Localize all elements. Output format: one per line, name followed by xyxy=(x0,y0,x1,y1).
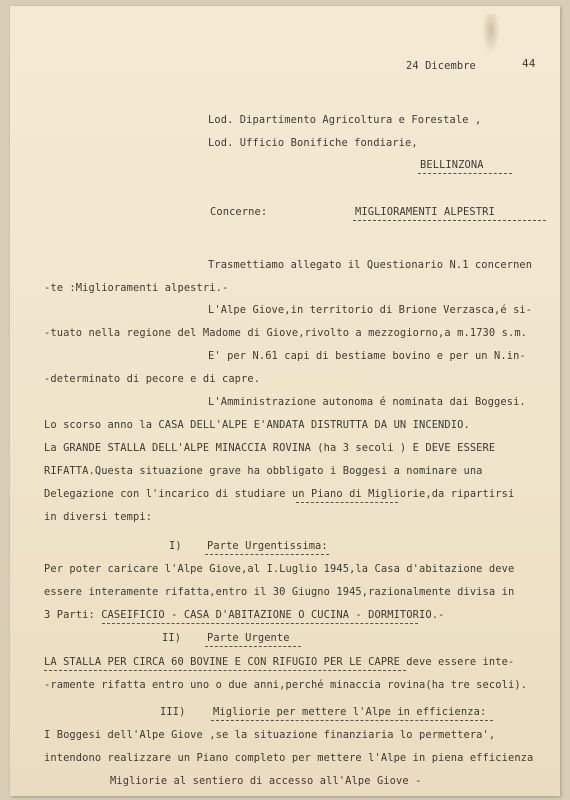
body-line: -determinato di pecore e di capre. xyxy=(44,373,261,385)
body-line: La GRANDE STALLA DELL'ALPE MINACCIA ROVINA (ha 3 secoli ) E DEVE ESSERE xyxy=(44,442,496,454)
part1-title: Parte Urgentissima: xyxy=(207,540,328,552)
page-number: 44 xyxy=(522,57,536,70)
body-line: L'Alpe Giove,in territorio di Brione Verzasca,é si- xyxy=(208,304,533,316)
body-line: E' per N.61 capi di bestiame bovino e per un N.in- xyxy=(208,350,526,362)
recipient-city: BELLINZONA xyxy=(420,159,484,171)
body-line: RIFATTA.Questa situazione grave ha obbligato i Boggesi a nominare una xyxy=(44,465,483,477)
part1-line: 3 Parti: CASEIFICIO - CASA D'ABITAZIONE O CUCINA - DORMITORIO.- xyxy=(44,609,445,621)
piano-underline xyxy=(296,502,398,503)
part3-number: III) xyxy=(160,706,186,718)
part1-sections-underline xyxy=(102,623,418,624)
part3-title-underline xyxy=(211,720,493,721)
part3-line: intendono realizzare un Piano completo per mettere l'Alpe in piena efficienza xyxy=(44,752,534,764)
body-line: L'Amministrazione autonoma é nominata dai Boggesi. xyxy=(208,396,526,408)
letter-page xyxy=(10,6,560,796)
part2-stalla-underline xyxy=(44,670,406,671)
part2-line: LA STALLA PER CIRCA 60 BOVINE E CON RIFUGIO PER LE CAPRE deve essere inte- xyxy=(44,656,515,668)
part1-number: I) xyxy=(169,540,182,552)
subject-label: Concerne: xyxy=(210,206,268,218)
part3-line: I Boggesi dell'Alpe Giove ,se la situazione finanziaria lo permettera', xyxy=(44,729,496,741)
subject-value: MIGLIORAMENTI ALPESTRI xyxy=(355,206,495,218)
paper-stain xyxy=(482,14,500,54)
part3-title: Migliorie per mettere l'Alpe in efficienza: xyxy=(213,706,487,718)
part1-title-underline xyxy=(205,554,329,555)
body-line: Delegazione con l'incarico di studiare un Piano di Migliorie,da ripartirsi xyxy=(44,488,515,500)
part2-line: -ramente rifatta entro uno o due anni,perché minaccia rovina(ha tre secoli). xyxy=(44,679,528,691)
city-underline xyxy=(418,173,512,174)
body-line: Trasmettiamo allegato il Questionario N.1 concernen xyxy=(208,259,533,271)
part2-title: Parte Urgente xyxy=(207,632,290,644)
letter-date: 24 Dicembre xyxy=(406,60,476,72)
body-line: in diversi tempi: xyxy=(44,511,153,523)
body-line: -te :Miglioramenti alpestri.- xyxy=(44,282,229,294)
body-line: Lo scorso anno la CASA DELL'ALPE E'ANDATA DISTRUTTA DA UN INCENDIO. xyxy=(44,419,470,431)
part1-line: Per poter caricare l'Alpe Giove,al I.Luglio 1945,la Casa d'abitazione deve xyxy=(44,563,515,575)
recipient-line-2: Lod. Ufficio Bonifiche fondiarie, xyxy=(208,137,418,149)
subject-underline xyxy=(353,220,546,221)
part1-line: essere interamente rifatta,entro il 30 Giugno 1945,razionalmente divisa in xyxy=(44,586,515,598)
part3-line: Migliorie al sentiero di accesso all'Alpe Giove - xyxy=(110,775,422,787)
part2-title-underline xyxy=(205,646,301,647)
part2-number: II) xyxy=(162,632,182,644)
recipient-line-1: Lod. Dipartimento Agricoltura e Forestale , xyxy=(208,114,482,126)
body-line: -tuato nella regione del Madome di Giove,rivolto a mezzogiorno,a m.1730 s.m. xyxy=(44,327,528,339)
